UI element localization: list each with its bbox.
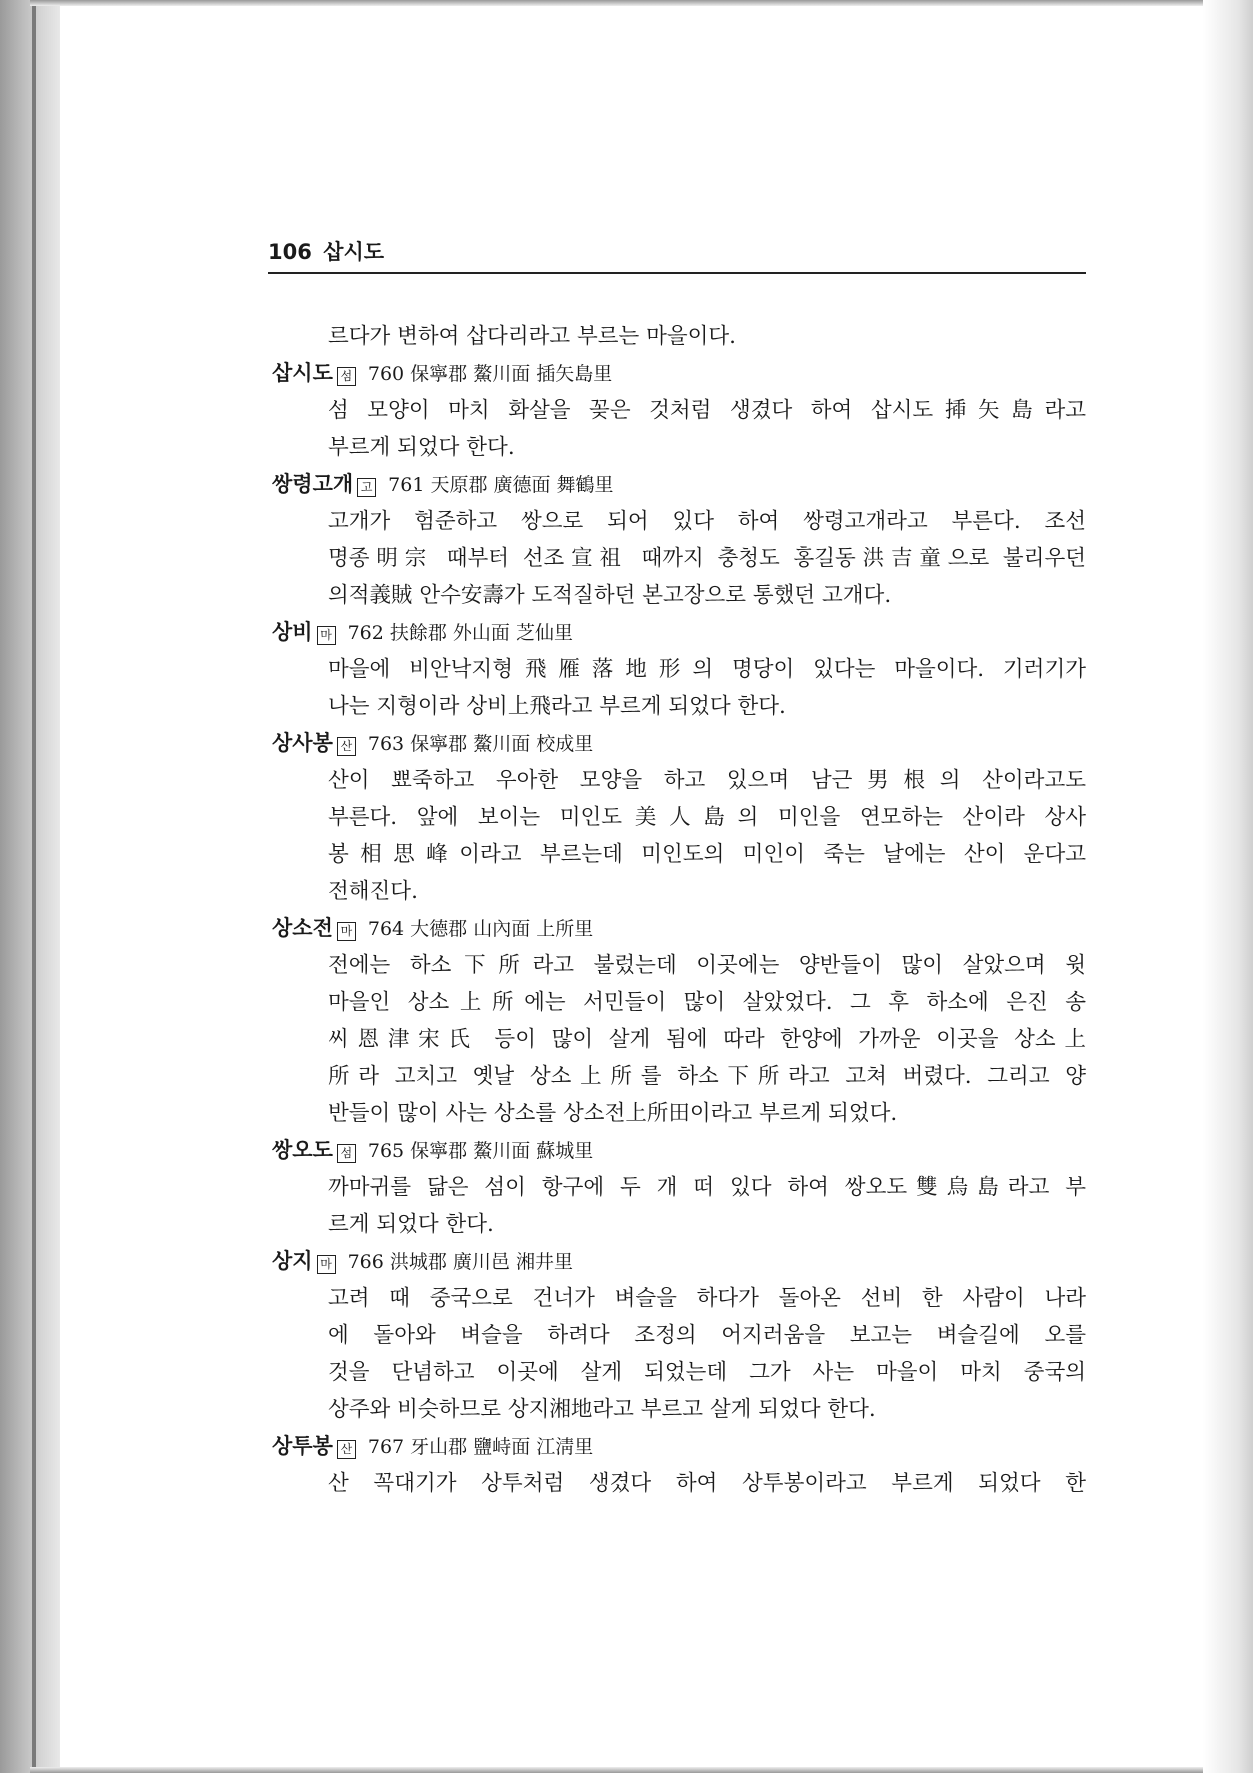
book-spine	[0, 0, 60, 1773]
body-text-line: 所라 고치고 옛날 상소上所를 하소下所라고 고쳐 버렸다. 그리고 양	[328, 1064, 1086, 1089]
body-text-line: 마을에 비안낙지형飛雁落地形의 명당이 있다는 마을이다. 기러기가	[328, 657, 1086, 682]
body-text-line: 섬 모양이 마치 화살을 꽂은 것처럼 생겼다 하여 삽시도揷矢島라고	[328, 398, 1086, 423]
entry-location: 762 扶餘郡 外山面 芝仙里	[347, 622, 573, 644]
body-text-line: 상주와 비슷하므로 상지湘地라고 부르고 살게 되었다 한다.	[328, 1397, 876, 1422]
body-text-line: 의적義賊 안수安壽가 도적질하던 본고장으로 통했던 고개다.	[328, 583, 892, 608]
body-text-line: 르다가 변하여 삽다리라고 부르는 마을이다.	[328, 324, 737, 349]
entry-type-mark: 섬	[337, 367, 356, 386]
body-text-line: 것을 단념하고 이곳에 살게 되었는데 그가 사는 마을이 마치 중국의	[328, 1360, 1086, 1385]
entry-heading	[272, 1243, 1086, 1280]
body-text-line: 산 꼭대기가 상투처럼 생겼다 하여 상투봉이라고 부르게 되었다 한	[328, 1471, 1086, 1496]
page-body	[272, 318, 1086, 1502]
page-number: 106	[268, 240, 312, 264]
body-text-line: 반들이 많이 사는 상소를 상소전上所田이라고 부르게 되었다.	[328, 1101, 898, 1126]
entry-title: 삽시도	[272, 361, 333, 385]
entry-heading	[272, 725, 1086, 762]
entry-location: 763 保寧郡 鰲川面 校成里	[367, 733, 594, 755]
body-text-line: 르게 되었다 한다.	[328, 1212, 494, 1237]
body-text-line: 고려 때 중국으로 건너가 벼슬을 하다가 돌아온 선비 한 사람이 나라	[328, 1286, 1086, 1311]
entry-location: 766 洪城郡 廣川邑 湘井里	[347, 1251, 573, 1273]
body-text-line: 부른다. 앞에 보이는 미인도美人島의 미인을 연모하는 산이라 상사	[328, 805, 1086, 830]
entry-heading	[272, 466, 1086, 503]
body-text-line: 봉相思峰이라고 부르는데 미인도의 미인이 죽는 날에는 산이 운다고	[328, 842, 1086, 867]
entry-heading	[272, 614, 1086, 651]
entry-title: 쌍오도	[272, 1138, 333, 1162]
running-header	[268, 236, 1086, 266]
entry-type-mark: 마	[317, 626, 336, 645]
book-bottom-edge	[30, 1767, 1210, 1773]
entry-location: 765 保寧郡 鰲川面 蘇城里	[367, 1140, 594, 1162]
body-text-line: 전해진다.	[328, 879, 418, 904]
body-text-line: 마을인 상소上所에는 서민들이 많이 살았었다. 그 후 하소에 은진 송	[328, 990, 1086, 1015]
entry-type-mark: 섬	[337, 1144, 356, 1163]
entry-heading	[272, 1132, 1086, 1169]
entry-location: 760 保寧郡 鰲川面 插矢島里	[367, 363, 613, 385]
entry-location: 764 大德郡 山內面 上所里	[367, 918, 594, 940]
entry-title: 상소전	[272, 916, 333, 940]
entry-heading	[272, 355, 1086, 392]
entry-type-mark: 산	[337, 1440, 356, 1459]
entry-type-mark: 산	[337, 737, 356, 756]
body-text-line: 씨恩津宋氏 등이 많이 살게 됨에 따라 한양에 가까운 이곳을 상소上	[328, 1027, 1086, 1052]
entry-location: 767 牙山郡 鹽峙面 江淸里	[367, 1436, 594, 1458]
header-title: 삽시도	[323, 240, 385, 264]
body-text-line: 부르게 되었다 한다.	[328, 435, 515, 460]
entry-type-mark: 마	[317, 1255, 336, 1274]
body-text-line: 산이 뾰죽하고 우아한 모양을 하고 있으며 남근男根의 산이라고도	[328, 768, 1086, 793]
entry-title: 상비	[272, 620, 313, 644]
body-text-line: 전에는 하소下所라고 불렀는데 이곳에는 양반들이 많이 살았으며 윗	[328, 953, 1086, 978]
entry-title: 쌍령고개	[272, 472, 354, 496]
entry-type-mark: 고	[357, 478, 376, 497]
entry-title: 상투봉	[272, 1434, 333, 1458]
entry-heading	[272, 1428, 1086, 1465]
body-text-line: 고개가 험준하고 쌍으로 되어 있다 하여 쌍령고개라고 부른다. 조선	[328, 509, 1086, 534]
header-rule	[268, 272, 1086, 274]
body-text-line: 나는 지형이라 상비上飛라고 부르게 되었다 한다.	[328, 694, 786, 719]
page-edge-shadow	[1203, 0, 1253, 1773]
entry-heading	[272, 910, 1086, 947]
body-text-line: 명종明宗 때부터 선조宣祖 때까지 충청도 홍길동洪吉童으로 불리우던	[328, 546, 1086, 571]
body-text-line: 까마귀를 닮은 섬이 항구에 두 개 떠 있다 하여 쌍오도雙烏島라고 부	[328, 1175, 1086, 1200]
entry-title: 상사봉	[272, 731, 333, 755]
entry-location: 761 天原郡 廣德面 舞鶴里	[388, 474, 614, 496]
entry-type-mark: 마	[337, 922, 356, 941]
body-text-line: 에 돌아와 벼슬을 하려다 조정의 어지러움을 보고는 벼슬길에 오를	[328, 1323, 1086, 1348]
entry-title: 상지	[272, 1249, 313, 1273]
